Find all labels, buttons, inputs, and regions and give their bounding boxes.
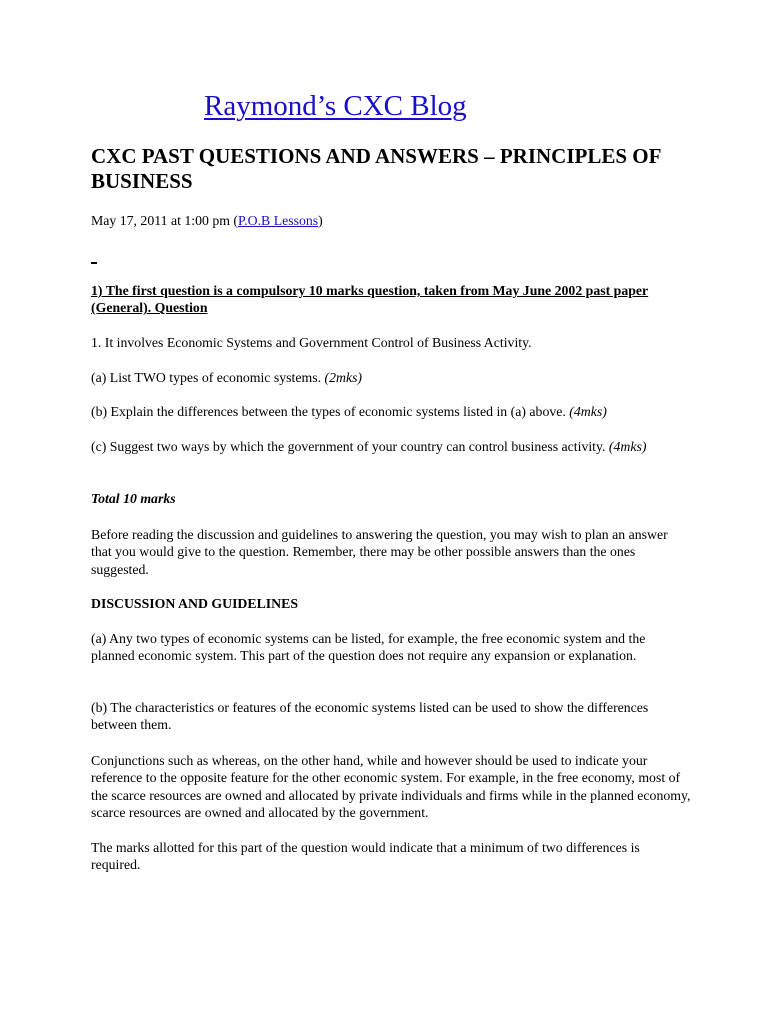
question-part-c-marks: (4mks) <box>608 439 647 454</box>
question-heading: 1) The first question is a compulsory 10 marks question, taken from May June 2002 past paper (General). Question <box>91 283 649 316</box>
category-link[interactable]: P.O.B Lessons <box>238 213 319 228</box>
conjunctions-paragraph: Conjunctions such as whereas, on the other hand, while and however should be used to indicate your reference to the opposite feature for the other economic system. For example, in the free economy, most of the scarce resources are owned and allocated by private individuals and firms while in the planned economy, scarce resources are owned and allocated by the government. <box>91 753 691 820</box>
question-intro: 1. It involves Economic Systems and Government Control of Business Activity. <box>91 335 532 350</box>
question-part-a-marks: (2mks) <box>324 370 363 385</box>
question-part-b-marks: (4mks) <box>569 404 607 419</box>
total-marks: Total 10 marks <box>91 491 176 506</box>
discussion-heading: DISCUSSION AND GUIDELINES <box>91 596 299 611</box>
question-part-a <box>91 369 691 386</box>
question-part-a-text: (a) List TWO types of economic systems. <box>91 370 325 385</box>
discussion-part-a: (a) Any two types of economic systems can be listed, for example, the free economic system and the planned economic system. This part of the question does not require any expansion or explanation. <box>91 631 646 664</box>
post-meta <box>91 212 691 229</box>
question-part-c-text: (c) Suggest two ways by which the government of your country can control business activity. <box>91 439 609 454</box>
post-meta-close: ) <box>318 213 323 228</box>
question-part-b <box>91 403 691 420</box>
separator-dash <box>91 262 97 264</box>
marks-allotted-paragraph: The marks allotted for this part of the question would indicate that a minimum of two differences is required. <box>91 840 640 873</box>
question-part-b-text: (b) Explain the differences between the types of economic systems listed in (a) above. <box>91 404 570 419</box>
blog-title-link[interactable]: Raymond’s CXC Blog <box>204 90 467 122</box>
post-date: May 17, 2011 at 1:00 pm ( <box>91 213 239 228</box>
before-reading-paragraph: Before reading the discussion and guidelines to answering the question, you may wish to plan an answer that you would give to the question. Remember, there may be other possible answers than the ones suggested. <box>91 527 668 577</box>
post-title: CXC PAST QUESTIONS AND ANSWERS – PRINCIPLES OF BUSINESS <box>91 144 661 193</box>
question-part-c <box>91 438 666 455</box>
discussion-part-b: (b) The characteristics or features of the economic systems listed can be used to show the differences between them. <box>91 700 649 733</box>
